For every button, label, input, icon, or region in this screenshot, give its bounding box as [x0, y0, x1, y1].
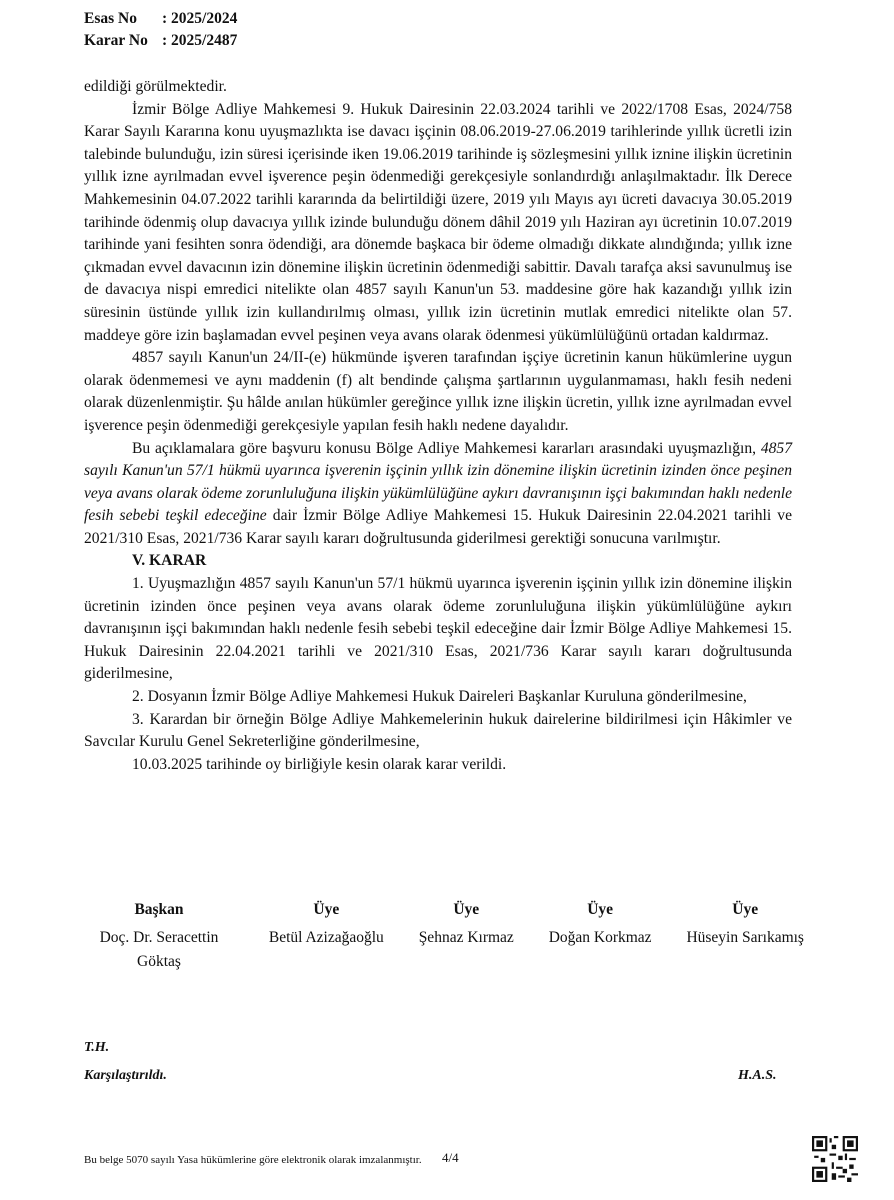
esas-label: Esas No [84, 10, 137, 27]
document-body [84, 76, 792, 776]
karar-closing: 10.03.2025 tarihinde oy birliğiyle kesin olarak karar verildi. [132, 755, 507, 773]
signatory-name: Şehnaz Kırmaz [418, 929, 514, 946]
esas-value: : 2025/2024 [162, 10, 238, 27]
signatory-member [686, 898, 804, 974]
section-title-karar: V. KARAR [132, 552, 207, 570]
compared-note: Karşılaştırıldı. [84, 1068, 167, 1083]
paragraph-4-start: Bu açıklamalara göre başvuru konusu Bölge Adliye Mahkemesi kararları arasındaki uyuşmazlığın, [132, 439, 757, 457]
paragraph-3: 4857 sayılı Kanun'un 24/II-(e) hükmünde işveren tarafından işçiye ücretinin kanun hükümlerine uygun olarak ödenmemesi ve aynı maddenin (f) alt bendinde çalışma şartlarının uygulanmaması, haklı fesih nedeni olarak düzenlenmiştir. Şu hâlde anılan hükümler gereğince yıllık izne ilişkin ücretin, yıllık izne ayrılmadan evvel işverence peşin ödenmediği gerekçesiyle yapılan fesih haklı nedene dayalıdır. [84, 349, 792, 434]
karar-item-3: 3. Karardan bir örneğin Bölge Adliye Mahkemelerinin hukuk dairelerine bildirilmesi için Hâkimler ve Savcılar Kurulu Genel Sekreterliğine gönderilmesine, [84, 710, 792, 751]
paragraph-4-end: dair İzmir Bölge Adliye Mahkemesi 15. Hukuk Dairesinin 22.04.2021 tarihli ve 2021/310 Esas, 2021/736 Karar sayılı kararı doğrultusunda giderilmesi gerektiği sonucuna varılmıştır. [84, 507, 792, 547]
signatory-member [419, 898, 514, 974]
paragraph-4 [84, 438, 792, 551]
e-signature-note: Bu belge 5070 sayılı Yasa hükümlerine göre elektronik olarak imzalanmıştır. [84, 1154, 422, 1166]
signatory-role: Başkan [134, 901, 184, 918]
paragraph-2: İzmir Bölge Adliye Mahkemesi 9. Hukuk Dairesinin 22.03.2024 tarihli ve 2022/1708 Esas, 2024/758 Karar Sayılı Kararına konu uyuşmazlıkta ise davacı işçinin 08.06.2019-27.06.2019 tarihlerinde yıllık ücretli izin talebinde bulunduğu, izin süresi içerisinde iken 19.06.2019 tarihinde iş sözleşmesini yıllık iznine ilişkin ücretinin yıllık izne ayrılmadan evvel işverence peşin ödenmediği gerekçesiyle sonlandırdığı anlaşılmaktadır. İlk Derece Mahkemesinin 04.07.2022 tarihli kararında da belirtildiği üzere, 2019 yılı Mayıs ayı ücreti davacıya 30.05.2019 tarihinde ödenmiş olup davacıya yıllık izinde bulunduğu dönem dâhil 2019 yılı Haziran ayı ücretinin 10.07.2019 tarihinde yani fesihten sonra ödendiği, ara dönemde başkaca bir ödeme olmadığı dikkate alındığında; yıllık izne çıkmadan evvel davacının izin dönemine ilişkin ücretinin ödenmediği sabittir. Davalı tarafça aksi savunulmuş ise de davacıya nispi emredici nitelikte olan 4857 sayılı Kanun'un 53. maddesine göre hak kazandığı yıllık izin süresinin üstünde yıllık izin kullandırılmış olması, yıllık izin ücretinin mutlak emredici nitelikte olan 57. maddeye göre izin başlamadan evvel peşinen veya avans olarak ödenmesi yükümlülüğünü ortadan kaldırmaz. [84, 100, 792, 344]
page-number: 4/4 [442, 1150, 459, 1165]
signatory-role: Üye [587, 901, 614, 918]
karar-item-1: 1. Uyuşmazlığın 4857 sayılı Kanun'un 57/1 hükmü uyarınca işverenin işçinin yıllık izin dönemine ilişkin ücretinin izinden önce peşinen veya avans olarak ödeme zorunluluğuna ilişkin yükümlülüğüne aykırı davranışının işçi bakımından haklı nedenle fesih sebebi teşkil edeceğine dair İzmir Bölge Adliye Mahkemesi 15. Hukuk Dairesinin 22.04.2021 tarihli ve 2021/310 Esas, 2021/736 Karar sayılı kararı doğrultusunda giderilmesine, [84, 575, 792, 683]
signatory-role: Üye [313, 901, 340, 918]
signatory-president [84, 898, 234, 974]
karar-value: : 2025/2487 [162, 32, 238, 49]
signatory-member [549, 898, 652, 974]
paragraph-1: edildiği görülmektedir. [84, 78, 227, 95]
th-initials: T.H. [84, 1040, 110, 1055]
signatory-role: Üye [732, 901, 759, 918]
signatory-name: Doğan Korkmaz [548, 929, 652, 946]
karar-label: Karar No [84, 32, 148, 49]
has-initials: H.A.S. [738, 1068, 777, 1083]
signatory-role: Üye [453, 901, 480, 918]
karar-item-2: 2. Dosyanın İzmir Bölge Adliye Mahkemesi Hukuk Daireleri Başkanlar Kuruluna gönderilmesine, [132, 688, 747, 706]
paragraph-4-italic: 4857 sayılı Kanun'un 57/1 hükmü uyarınca işverenin işçinin yıllık izin dönemine ilişkin ücretinin izinden önce peşinen veya avans olarak ödeme zorunluluğuna ilişkin yükümlülüğüne aykırı davranışının işçi bakımından haklı nedenle fesih sebebi teşkil edeceğine [84, 439, 793, 525]
qr-code-icon [812, 1136, 858, 1182]
signatory-name: Doç. Dr. Seracettin Göktaş [99, 929, 219, 970]
signatory-name: Hüseyin Sarıkamış [686, 929, 804, 946]
signatory-member [269, 898, 384, 974]
esas-number [84, 10, 237, 28]
signatories [84, 898, 804, 974]
signatory-name: Betül Azizağaoğlu [268, 929, 384, 946]
karar-number [84, 32, 237, 50]
